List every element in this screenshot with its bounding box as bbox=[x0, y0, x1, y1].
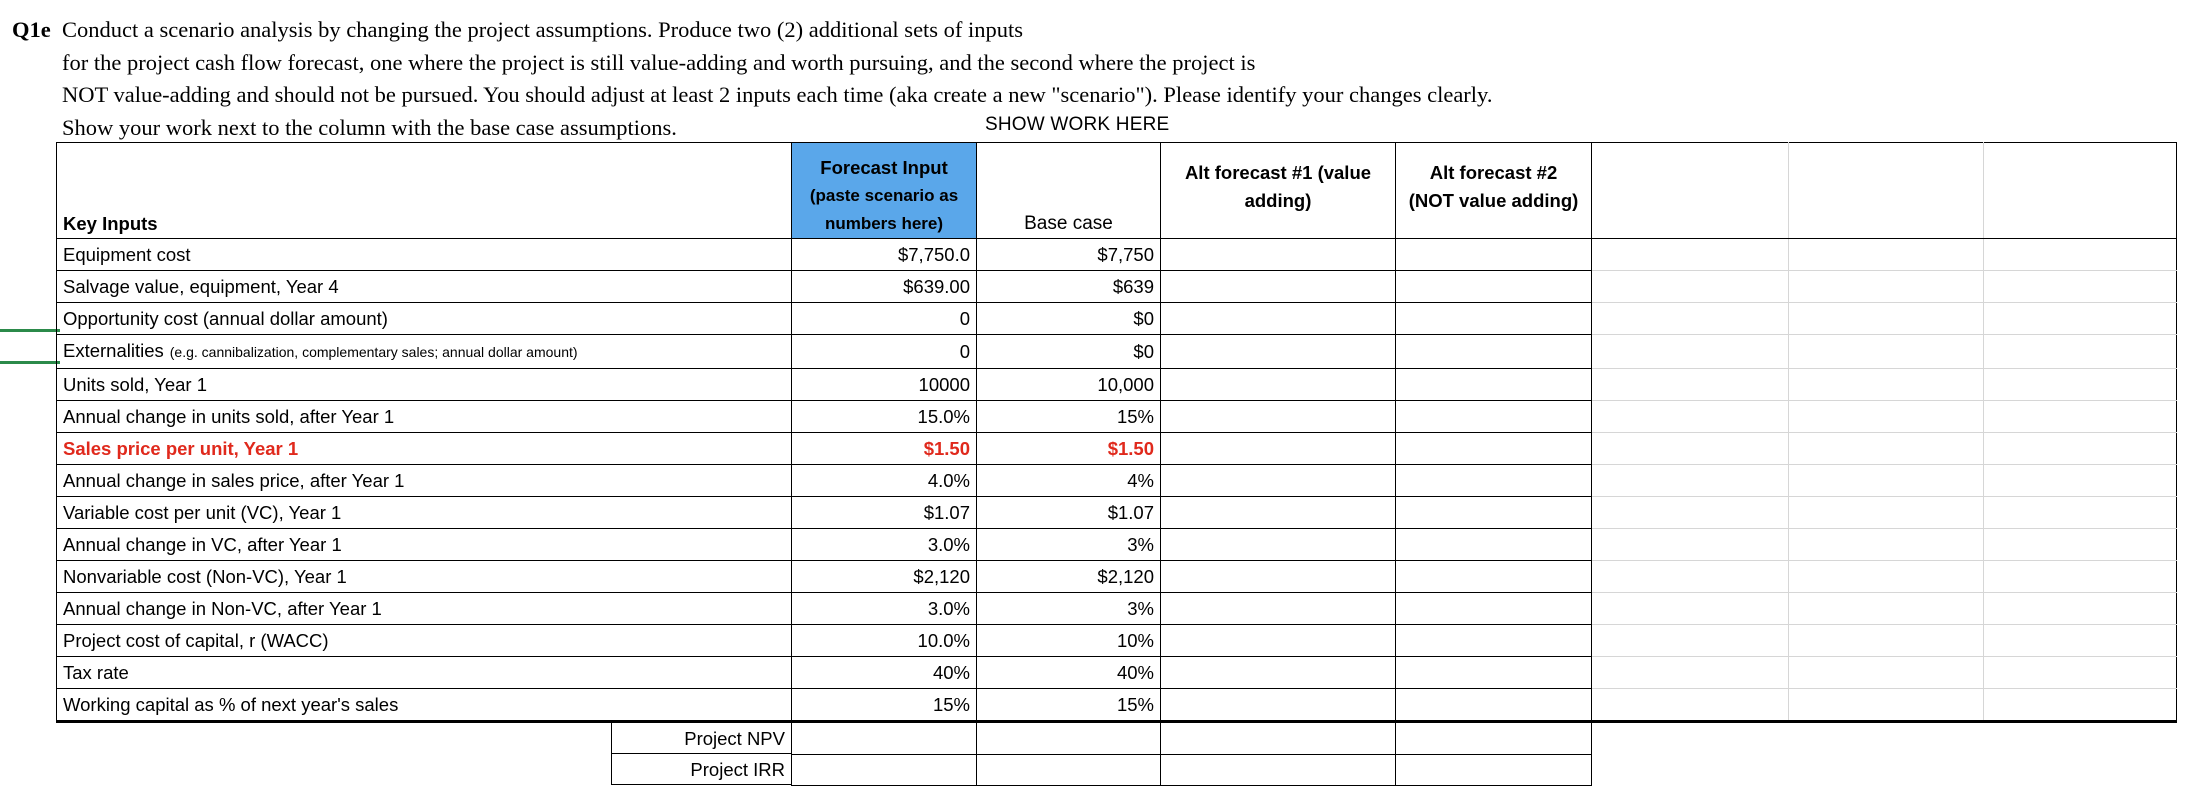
input-label-text: Annual change in units sold, after Year 1 bbox=[63, 406, 395, 427]
project-irr-label: Project IRR bbox=[611, 754, 792, 785]
forecast-input-cell[interactable]: $1.50 bbox=[792, 433, 977, 465]
empty-cell[interactable] bbox=[1592, 593, 1789, 625]
table-row bbox=[57, 593, 2177, 625]
alt-forecast-1-output-cell[interactable] bbox=[1161, 722, 1396, 755]
forecast-input-header[interactable] bbox=[792, 143, 977, 239]
input-label[interactable] bbox=[57, 335, 792, 369]
empty-cell bbox=[1789, 754, 1984, 785]
input-label-text: Tax rate bbox=[63, 662, 129, 683]
base-case-cell[interactable]: 15% bbox=[977, 401, 1161, 433]
forecast-input-cell[interactable]: 4.0% bbox=[792, 465, 977, 497]
output-label-wrap bbox=[57, 722, 792, 755]
forecast-input-header-line3: numbers here) bbox=[824, 214, 944, 233]
forecast-input-cell[interactable]: 3.0% bbox=[792, 593, 977, 625]
input-label[interactable] bbox=[57, 239, 792, 271]
input-label-text: Annual change in sales price, after Year 1 bbox=[63, 470, 405, 491]
output-row bbox=[57, 722, 2177, 755]
forecast-input-cell[interactable]: $7,750.0 bbox=[792, 239, 977, 271]
empty-cell[interactable] bbox=[1984, 303, 2177, 335]
input-label[interactable] bbox=[57, 529, 792, 561]
question-line-4: Show your work next to the column with the base case assumptions. bbox=[62, 114, 677, 140]
base-case-cell[interactable]: $0 bbox=[977, 303, 1161, 335]
alt-forecast-2-cell[interactable] bbox=[1396, 561, 1592, 593]
empty-cell[interactable] bbox=[1789, 465, 1984, 497]
alt-forecast-2-cell[interactable] bbox=[1396, 433, 1592, 465]
question-number: Q1e bbox=[12, 17, 51, 42]
input-label[interactable] bbox=[57, 689, 792, 722]
empty-cell[interactable] bbox=[1984, 497, 2177, 529]
empty-cell[interactable] bbox=[1984, 657, 2177, 689]
project-npv-label: Project NPV bbox=[611, 723, 792, 754]
alt-forecast-2-header-line2: (NOT value adding) bbox=[1408, 190, 1579, 211]
alt-forecast-1-cell[interactable] bbox=[1161, 625, 1396, 657]
forecast-input-cell[interactable]: 10000 bbox=[792, 369, 977, 401]
output-row bbox=[57, 754, 2177, 785]
input-label-text: Variable cost per unit (VC), Year 1 bbox=[63, 502, 342, 523]
empty-cell[interactable] bbox=[1984, 271, 2177, 303]
empty-cell[interactable] bbox=[1984, 369, 2177, 401]
empty-cell[interactable] bbox=[1984, 529, 2177, 561]
input-label[interactable] bbox=[57, 303, 792, 335]
table-row bbox=[57, 335, 2177, 369]
empty-cell[interactable] bbox=[1789, 497, 1984, 529]
table-row bbox=[57, 657, 2177, 689]
alt-forecast-2-cell[interactable] bbox=[1396, 335, 1592, 369]
inputs-table bbox=[56, 142, 2177, 786]
empty-cell[interactable] bbox=[1984, 433, 2177, 465]
base-case-cell[interactable]: 3% bbox=[977, 529, 1161, 561]
alt-forecast-1-cell[interactable] bbox=[1161, 271, 1396, 303]
empty-cell[interactable] bbox=[1592, 657, 1789, 689]
alt-forecast-2-header-line1: Alt forecast #2 bbox=[1429, 162, 1558, 183]
empty-cell[interactable] bbox=[1592, 529, 1789, 561]
table-row bbox=[57, 465, 2177, 497]
empty-cell bbox=[1789, 722, 1984, 755]
alt-forecast-2-cell[interactable] bbox=[1396, 529, 1592, 561]
empty-cell[interactable] bbox=[1984, 143, 2177, 239]
input-label-text: Nonvariable cost (Non-VC), Year 1 bbox=[63, 566, 347, 587]
forecast-input-cell[interactable]: 15% bbox=[792, 689, 977, 722]
base-case-cell[interactable]: $1.50 bbox=[977, 433, 1161, 465]
forecast-input-cell[interactable]: $639.00 bbox=[792, 271, 977, 303]
base-case-cell[interactable]: 4% bbox=[977, 465, 1161, 497]
empty-cell[interactable] bbox=[1592, 497, 1789, 529]
empty-cell[interactable] bbox=[1789, 529, 1984, 561]
input-label-note: (e.g. cannibalization, complementary sales; annual dollar amount) bbox=[169, 344, 578, 360]
cell-selection-marker bbox=[0, 361, 60, 364]
empty-cell[interactable] bbox=[1984, 335, 2177, 369]
empty-cell[interactable] bbox=[1592, 239, 1789, 271]
empty-cell[interactable] bbox=[1592, 335, 1789, 369]
base-case-cell[interactable]: $2,120 bbox=[977, 561, 1161, 593]
alt-forecast-2-header[interactable] bbox=[1396, 143, 1592, 239]
input-label-text: Salvage value, equipment, Year 4 bbox=[63, 276, 339, 297]
forecast-input-cell[interactable]: $1.07 bbox=[792, 497, 977, 529]
input-label-text: Annual change in VC, after Year 1 bbox=[63, 534, 342, 555]
base-case-cell[interactable]: 40% bbox=[977, 657, 1161, 689]
empty-cell[interactable] bbox=[1789, 401, 1984, 433]
table-row bbox=[57, 689, 2177, 722]
question-text bbox=[12, 14, 1492, 144]
alt-forecast-1-header[interactable] bbox=[1161, 143, 1396, 239]
output-label-wrap bbox=[57, 754, 792, 785]
base-case-cell[interactable]: $1.07 bbox=[977, 497, 1161, 529]
alt-forecast-1-cell[interactable] bbox=[1161, 239, 1396, 271]
forecast-output-cell[interactable] bbox=[792, 754, 977, 785]
header-row bbox=[57, 143, 2177, 239]
empty-cell[interactable] bbox=[1789, 689, 1984, 722]
alt-forecast-2-cell[interactable] bbox=[1396, 369, 1592, 401]
empty-cell[interactable] bbox=[1789, 271, 1984, 303]
empty-cell[interactable] bbox=[1789, 239, 1984, 271]
empty-cell bbox=[1984, 722, 2177, 755]
empty-cell[interactable] bbox=[1592, 369, 1789, 401]
input-label[interactable] bbox=[57, 625, 792, 657]
alt-forecast-1-cell[interactable] bbox=[1161, 335, 1396, 369]
table-row bbox=[57, 625, 2177, 657]
alt-forecast-1-cell[interactable] bbox=[1161, 593, 1396, 625]
alt-forecast-1-cell[interactable] bbox=[1161, 497, 1396, 529]
empty-cell[interactable] bbox=[1789, 561, 1984, 593]
input-label-text: Annual change in Non-VC, after Year 1 bbox=[63, 598, 382, 619]
empty-cell[interactable] bbox=[1984, 239, 2177, 271]
empty-cell[interactable] bbox=[1789, 335, 1984, 369]
forecast-input-cell[interactable]: $2,120 bbox=[792, 561, 977, 593]
question-line-3: NOT value-adding and should not be pursued. You should adjust at least 2 inputs each time (aka create a new "scenario"). Please identify your changes clearly. bbox=[62, 82, 1493, 107]
alt-forecast-1-cell[interactable] bbox=[1161, 465, 1396, 497]
forecast-output-cell[interactable] bbox=[792, 722, 977, 755]
alt-forecast-1-cell[interactable] bbox=[1161, 433, 1396, 465]
alt-forecast-1-cell[interactable] bbox=[1161, 303, 1396, 335]
input-label[interactable] bbox=[57, 657, 792, 689]
base-case-output-cell[interactable] bbox=[977, 722, 1161, 755]
input-label-text: Working capital as % of next year's sales bbox=[63, 694, 399, 715]
base-case-cell[interactable]: 10,000 bbox=[977, 369, 1161, 401]
empty-cell[interactable] bbox=[1984, 465, 2177, 497]
empty-cell[interactable] bbox=[1789, 657, 1984, 689]
alt-forecast-1-cell[interactable] bbox=[1161, 689, 1396, 722]
cell-selection-marker bbox=[0, 329, 60, 332]
key-inputs-header: Key Inputs bbox=[57, 143, 792, 239]
alt-forecast-2-cell[interactable] bbox=[1396, 497, 1592, 529]
base-case-cell[interactable]: 3% bbox=[977, 593, 1161, 625]
empty-cell[interactable] bbox=[1592, 689, 1789, 722]
alt-forecast-2-cell[interactable] bbox=[1396, 625, 1592, 657]
empty-cell[interactable] bbox=[1789, 369, 1984, 401]
alt-forecast-2-cell[interactable] bbox=[1396, 271, 1592, 303]
alt-forecast-1-cell[interactable] bbox=[1161, 657, 1396, 689]
forecast-input-cell[interactable]: 0 bbox=[792, 303, 977, 335]
base-case-cell[interactable]: 15% bbox=[977, 689, 1161, 722]
alt-forecast-1-cell[interactable] bbox=[1161, 529, 1396, 561]
empty-cell[interactable] bbox=[1789, 433, 1984, 465]
input-label[interactable] bbox=[57, 401, 792, 433]
input-label-text: Opportunity cost (annual dollar amount) bbox=[63, 308, 388, 329]
alt-forecast-1-cell[interactable] bbox=[1161, 369, 1396, 401]
alt-forecast-2-cell[interactable] bbox=[1396, 657, 1592, 689]
forecast-input-cell[interactable]: 0 bbox=[792, 335, 977, 369]
empty-cell[interactable] bbox=[1592, 561, 1789, 593]
empty-cell[interactable] bbox=[1789, 625, 1984, 657]
empty-cell[interactable] bbox=[1984, 561, 2177, 593]
empty-cell[interactable] bbox=[1592, 465, 1789, 497]
table-row bbox=[57, 239, 2177, 271]
table-row bbox=[57, 401, 2177, 433]
input-label-text: Sales price per unit, Year 1 bbox=[63, 438, 299, 459]
table-row bbox=[57, 303, 2177, 335]
alt-forecast-1-output-cell[interactable] bbox=[1161, 754, 1396, 785]
input-label[interactable] bbox=[57, 369, 792, 401]
base-case-cell[interactable]: $0 bbox=[977, 335, 1161, 369]
alt-forecast-2-cell[interactable] bbox=[1396, 689, 1592, 722]
empty-cell bbox=[1592, 754, 1789, 785]
input-label-text: Equipment cost bbox=[63, 244, 191, 265]
forecast-input-cell[interactable]: 15.0% bbox=[792, 401, 977, 433]
table-row bbox=[57, 369, 2177, 401]
input-label[interactable] bbox=[57, 497, 792, 529]
forecast-input-cell[interactable]: 3.0% bbox=[792, 529, 977, 561]
alt-forecast-1-header-line1: Alt forecast #1 (value bbox=[1184, 162, 1372, 183]
show-work-label: SHOW WORK HERE bbox=[985, 114, 1170, 135]
alt-forecast-2-cell[interactable] bbox=[1396, 401, 1592, 433]
alt-forecast-2-output-cell[interactable] bbox=[1396, 754, 1592, 785]
empty-cell[interactable] bbox=[1592, 143, 1789, 239]
empty-cell[interactable] bbox=[1984, 625, 2177, 657]
alt-forecast-2-cell[interactable] bbox=[1396, 593, 1592, 625]
input-label[interactable] bbox=[57, 593, 792, 625]
input-label-text: Project cost of capital, r (WACC) bbox=[63, 630, 329, 651]
empty-cell[interactable] bbox=[1592, 625, 1789, 657]
question-line-1: Conduct a scenario analysis by changing the project assumptions. Produce two (2) additional sets of inputs bbox=[62, 17, 1024, 42]
table-row bbox=[57, 561, 2177, 593]
input-label-text: Units sold, Year 1 bbox=[63, 374, 207, 395]
input-label[interactable] bbox=[57, 465, 792, 497]
base-case-output-cell[interactable] bbox=[977, 754, 1161, 785]
base-case-cell[interactable]: $639 bbox=[977, 271, 1161, 303]
empty-cell bbox=[1592, 722, 1789, 755]
table-row bbox=[57, 497, 2177, 529]
empty-cell[interactable] bbox=[1789, 593, 1984, 625]
empty-cell[interactable] bbox=[1789, 303, 1984, 335]
empty-cell[interactable] bbox=[1592, 401, 1789, 433]
alt-forecast-1-header-line2: adding) bbox=[1244, 190, 1312, 211]
table-row bbox=[57, 433, 2177, 465]
question-line-2: for the project cash flow forecast, one where the project is still value-adding and worth pursuing, and the second where the project is bbox=[62, 49, 1256, 75]
input-label-text: Externalities bbox=[63, 340, 164, 361]
base-case-header[interactable]: Base case bbox=[977, 143, 1161, 239]
base-case-cell[interactable]: 10% bbox=[977, 625, 1161, 657]
input-label[interactable] bbox=[57, 271, 792, 303]
input-label[interactable] bbox=[57, 433, 792, 465]
empty-cell[interactable] bbox=[1789, 143, 1984, 239]
base-case-cell[interactable]: $7,750 bbox=[977, 239, 1161, 271]
input-label[interactable] bbox=[57, 561, 792, 593]
alt-forecast-2-cell[interactable] bbox=[1396, 465, 1592, 497]
alt-forecast-1-cell[interactable] bbox=[1161, 401, 1396, 433]
alt-forecast-2-cell[interactable] bbox=[1396, 239, 1592, 271]
forecast-input-header-line1: Forecast Input bbox=[820, 157, 948, 178]
empty-cell[interactable] bbox=[1984, 593, 2177, 625]
alt-forecast-2-output-cell[interactable] bbox=[1396, 722, 1592, 755]
empty-cell[interactable] bbox=[1984, 401, 2177, 433]
forecast-input-cell[interactable]: 10.0% bbox=[792, 625, 977, 657]
alt-forecast-1-cell[interactable] bbox=[1161, 561, 1396, 593]
table-row bbox=[57, 529, 2177, 561]
empty-cell bbox=[1984, 754, 2177, 785]
forecast-input-cell[interactable]: 40% bbox=[792, 657, 977, 689]
empty-cell[interactable] bbox=[1592, 271, 1789, 303]
table-row bbox=[57, 271, 2177, 303]
forecast-input-header-line2: (paste scenario as bbox=[809, 186, 959, 205]
empty-cell[interactable] bbox=[1592, 303, 1789, 335]
empty-cell[interactable] bbox=[1984, 689, 2177, 722]
alt-forecast-2-cell[interactable] bbox=[1396, 303, 1592, 335]
empty-cell[interactable] bbox=[1592, 433, 1789, 465]
